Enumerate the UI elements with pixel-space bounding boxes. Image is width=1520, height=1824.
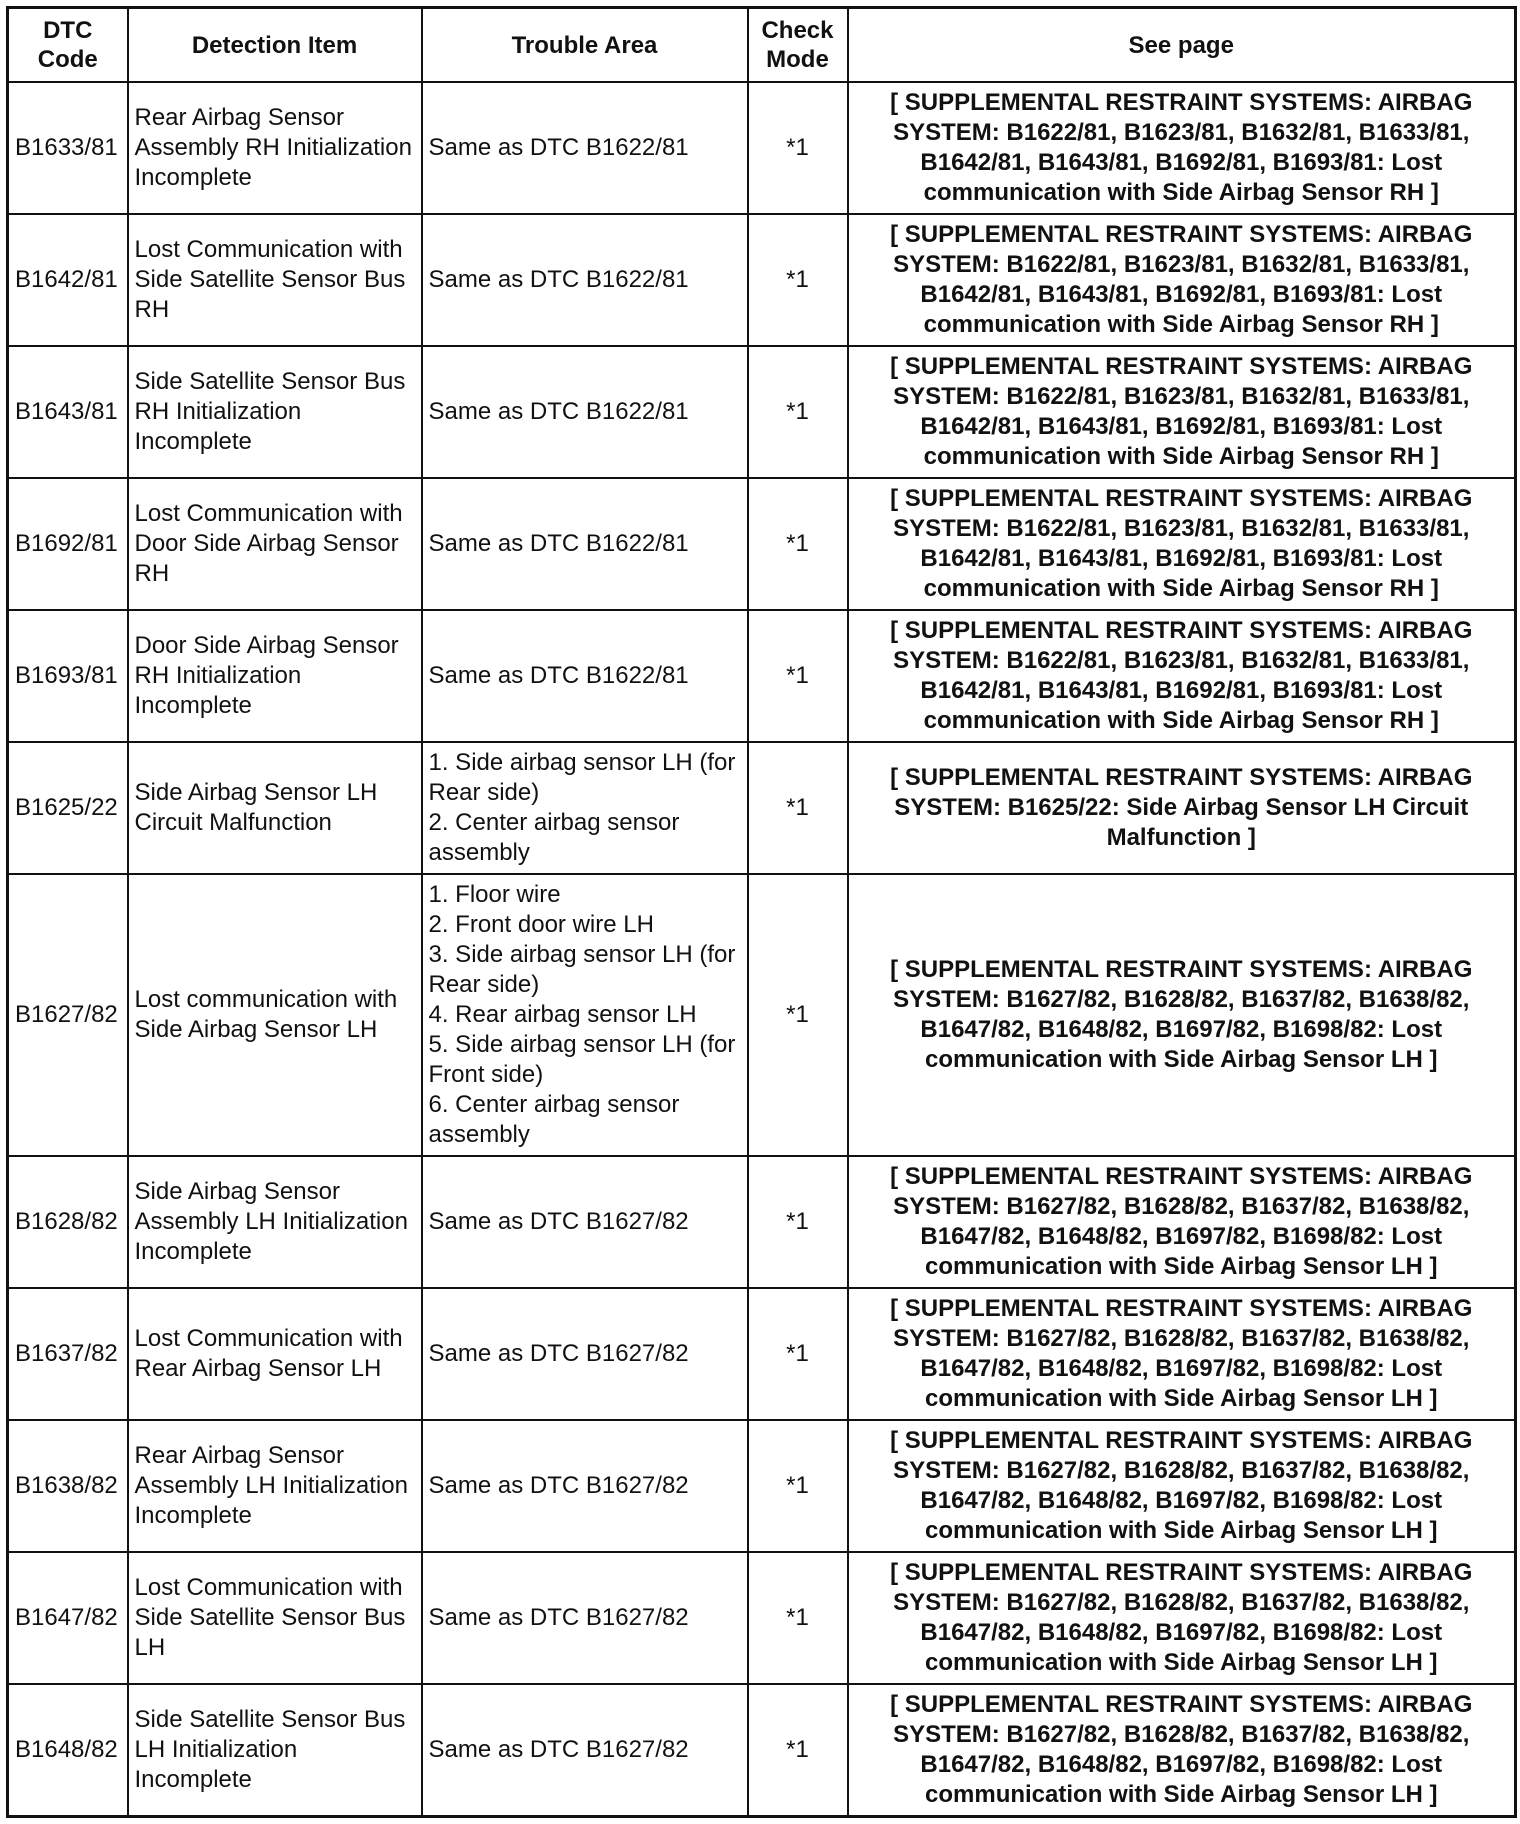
- trouble-area-line: 4. Rear airbag sensor LH: [428, 1001, 697, 1028]
- dtc-code-cell: B1633/81: [8, 82, 128, 214]
- detection-item-cell: Door Side Airbag Sensor RH Initialization Incomplete: [128, 610, 422, 742]
- see-page-cell: [ SUPPLEMENTAL RESTRAINT SYSTEMS: AIRBAG SYSTEM: B1627/82, B1628/82, B1637/82, B1638/82, B1647/82, B1648/82, B1697/82, B1698/82: Lost communication with Side Airbag Sensor LH ]: [848, 1156, 1516, 1288]
- see-page-cell: [ SUPPLEMENTAL RESTRAINT SYSTEMS: AIRBAG SYSTEM: B1627/82, B1628/82, B1637/82, B1638/82, B1647/82, B1648/82, B1697/82, B1698/82: Lost communication with Side Airbag Sensor LH ]: [848, 1420, 1516, 1552]
- trouble-area-line: 2. Front door wire LH: [428, 911, 654, 938]
- trouble-area-cell: [422, 82, 748, 214]
- dtc-code-cell: B1638/82: [8, 1420, 128, 1552]
- check-mode-cell: *1: [748, 1420, 848, 1552]
- trouble-area-line: Same as DTC B1622/81: [428, 266, 689, 293]
- see-page-cell: [ SUPPLEMENTAL RESTRAINT SYSTEMS: AIRBAG SYSTEM: B1622/81, B1623/81, B1632/81, B1633/81, B1642/81, B1643/81, B1692/81, B1693/81: Lost communication with Side Airbag Sensor RH ]: [848, 214, 1516, 346]
- header-dtc-code-line1: DTC: [43, 17, 93, 44]
- header-detection-item: Detection Item: [128, 8, 422, 83]
- trouble-area-cell: [422, 1156, 748, 1288]
- see-page-cell: [ SUPPLEMENTAL RESTRAINT SYSTEMS: AIRBAG SYSTEM: B1622/81, B1623/81, B1632/81, B1633/81, B1642/81, B1643/81, B1692/81, B1693/81: Lost communication with Side Airbag Sensor RH ]: [848, 610, 1516, 742]
- table-row: [8, 1552, 1516, 1684]
- check-mode-cell: *1: [748, 610, 848, 742]
- detection-item-cell: Rear Airbag Sensor Assembly LH Initialization Incomplete: [128, 1420, 422, 1552]
- trouble-area-cell: [422, 478, 748, 610]
- header-trouble-area: Trouble Area: [422, 8, 748, 83]
- table-row: [8, 1288, 1516, 1420]
- check-mode-cell: *1: [748, 214, 848, 346]
- trouble-area-line: Same as DTC B1627/82: [428, 1604, 689, 1631]
- see-page-cell: [ SUPPLEMENTAL RESTRAINT SYSTEMS: AIRBAG SYSTEM: B1625/22: Side Airbag Sensor LH Circuit Malfunction ]: [848, 742, 1516, 874]
- header-row: [8, 8, 1516, 83]
- detection-item-cell: Lost Communication with Side Satellite Sensor Bus LH: [128, 1552, 422, 1684]
- check-mode-cell: *1: [748, 346, 848, 478]
- header-dtc-code: [8, 8, 128, 83]
- trouble-area-line: 3. Side airbag sensor LH (for Rear side): [428, 941, 736, 998]
- trouble-area-line: 2. Center airbag sensor assembly: [428, 809, 680, 866]
- trouble-area-cell: [422, 610, 748, 742]
- trouble-area-cell: [422, 742, 748, 874]
- detection-item-cell: Side Airbag Sensor LH Circuit Malfunction: [128, 742, 422, 874]
- see-page-cell: [ SUPPLEMENTAL RESTRAINT SYSTEMS: AIRBAG SYSTEM: B1627/82, B1628/82, B1637/82, B1638/82, B1647/82, B1648/82, B1697/82, B1698/82: Lost communication with Side Airbag Sensor LH ]: [848, 1288, 1516, 1420]
- header-check-mode-line2: Mode: [766, 46, 829, 73]
- trouble-area-line: 1. Floor wire: [428, 881, 561, 908]
- check-mode-cell: *1: [748, 82, 848, 214]
- detection-item-cell: Lost Communication with Door Side Airbag Sensor RH: [128, 478, 422, 610]
- table-row: [8, 82, 1516, 214]
- header-check-mode: [748, 8, 848, 83]
- dtc-code-cell: B1643/81: [8, 346, 128, 478]
- detection-item-cell: Lost communication with Side Airbag Sensor LH: [128, 874, 422, 1156]
- check-mode-cell: *1: [748, 1288, 848, 1420]
- dtc-code-cell: B1627/82: [8, 874, 128, 1156]
- dtc-code-cell: B1693/81: [8, 610, 128, 742]
- document-page: [6, 6, 1517, 1818]
- trouble-area-line: Same as DTC B1627/82: [428, 1472, 689, 1499]
- trouble-area-line: Same as DTC B1622/81: [428, 134, 689, 161]
- see-page-cell: [ SUPPLEMENTAL RESTRAINT SYSTEMS: AIRBAG SYSTEM: B1627/82, B1628/82, B1637/82, B1638/82, B1647/82, B1648/82, B1697/82, B1698/82: Lost communication with Side Airbag Sensor LH ]: [848, 874, 1516, 1156]
- see-page-cell: [ SUPPLEMENTAL RESTRAINT SYSTEMS: AIRBAG SYSTEM: B1622/81, B1623/81, B1632/81, B1633/81, B1642/81, B1643/81, B1692/81, B1693/81: Lost communication with Side Airbag Sensor RH ]: [848, 346, 1516, 478]
- trouble-area-cell: [422, 1552, 748, 1684]
- trouble-area-line: Same as DTC B1627/82: [428, 1208, 689, 1235]
- detection-item-cell: Side Satellite Sensor Bus LH Initialization Incomplete: [128, 1684, 422, 1816]
- check-mode-cell: *1: [748, 1156, 848, 1288]
- check-mode-cell: *1: [748, 478, 848, 610]
- table-row: [8, 874, 1516, 1156]
- trouble-area-cell: [422, 1684, 748, 1816]
- table-row: [8, 1684, 1516, 1816]
- detection-item-cell: Rear Airbag Sensor Assembly RH Initialization Incomplete: [128, 82, 422, 214]
- dtc-code-cell: B1637/82: [8, 1288, 128, 1420]
- table-row: [8, 742, 1516, 874]
- trouble-area-cell: [422, 1288, 748, 1420]
- trouble-area-line: Same as DTC B1622/81: [428, 662, 689, 689]
- detection-item-cell: Lost Communication with Rear Airbag Sensor LH: [128, 1288, 422, 1420]
- dtc-code-cell: B1647/82: [8, 1552, 128, 1684]
- trouble-area-line: 5. Side airbag sensor LH (for Front side): [428, 1031, 736, 1088]
- table-row: [8, 478, 1516, 610]
- table-row: [8, 610, 1516, 742]
- see-page-cell: [ SUPPLEMENTAL RESTRAINT SYSTEMS: AIRBAG SYSTEM: B1622/81, B1623/81, B1632/81, B1633/81, B1642/81, B1643/81, B1692/81, B1693/81: Lost communication with Side Airbag Sensor RH ]: [848, 478, 1516, 610]
- see-page-cell: [ SUPPLEMENTAL RESTRAINT SYSTEMS: AIRBAG SYSTEM: B1627/82, B1628/82, B1637/82, B1638/82, B1647/82, B1648/82, B1697/82, B1698/82: Lost communication with Side Airbag Sensor LH ]: [848, 1552, 1516, 1684]
- detection-item-cell: Side Airbag Sensor Assembly LH Initialization Incomplete: [128, 1156, 422, 1288]
- check-mode-cell: *1: [748, 742, 848, 874]
- header-dtc-code-line2: Code: [37, 46, 98, 73]
- trouble-area-cell: [422, 214, 748, 346]
- check-mode-cell: *1: [748, 874, 848, 1156]
- table-row: [8, 214, 1516, 346]
- check-mode-cell: *1: [748, 1552, 848, 1684]
- trouble-area-line: Same as DTC B1622/81: [428, 398, 689, 425]
- trouble-area-line: 1. Side airbag sensor LH (for Rear side): [428, 749, 736, 806]
- detection-item-cell: Lost Communication with Side Satellite Sensor Bus RH: [128, 214, 422, 346]
- trouble-area-cell: [422, 1420, 748, 1552]
- detection-item-cell: Side Satellite Sensor Bus RH Initialization Incomplete: [128, 346, 422, 478]
- trouble-area-line: Same as DTC B1627/82: [428, 1735, 689, 1763]
- see-page-cell: [ SUPPLEMENTAL RESTRAINT SYSTEMS: AIRBAG SYSTEM: B1622/81, B1623/81, B1632/81, B1633/81, B1642/81, B1643/81, B1692/81, B1693/81: Lost communication with Side Airbag Sensor RH ]: [848, 82, 1516, 214]
- trouble-area-line: Same as DTC B1627/82: [428, 1340, 689, 1367]
- table-body: [8, 82, 1516, 1816]
- table-row: [8, 1156, 1516, 1288]
- header-check-mode-line1: Check: [761, 17, 834, 44]
- dtc-table: [6, 6, 1517, 1818]
- table-row: [8, 1420, 1516, 1552]
- dtc-code-cell: B1642/81: [8, 214, 128, 346]
- check-mode-cell: *1: [748, 1684, 848, 1816]
- dtc-code-cell: B1625/22: [8, 742, 128, 874]
- table-row: [8, 346, 1516, 478]
- trouble-area-line: 6. Center airbag sensor assembly: [428, 1091, 680, 1148]
- dtc-code-cell: B1692/81: [8, 478, 128, 610]
- dtc-code-cell: B1648/82: [8, 1684, 128, 1816]
- trouble-area-cell: [422, 874, 748, 1156]
- see-page-cell: [ SUPPLEMENTAL RESTRAINT SYSTEMS: AIRBAG SYSTEM: B1627/82, B1628/82, B1637/82, B1638/82, B1647/82, B1648/82, B1697/82, B1698/82: Lost communication with Side Airbag Sensor LH ]: [848, 1684, 1516, 1816]
- header-see-page: See page: [848, 8, 1516, 83]
- dtc-code-cell: B1628/82: [8, 1156, 128, 1288]
- trouble-area-line: Same as DTC B1622/81: [428, 530, 689, 557]
- trouble-area-cell: [422, 346, 748, 478]
